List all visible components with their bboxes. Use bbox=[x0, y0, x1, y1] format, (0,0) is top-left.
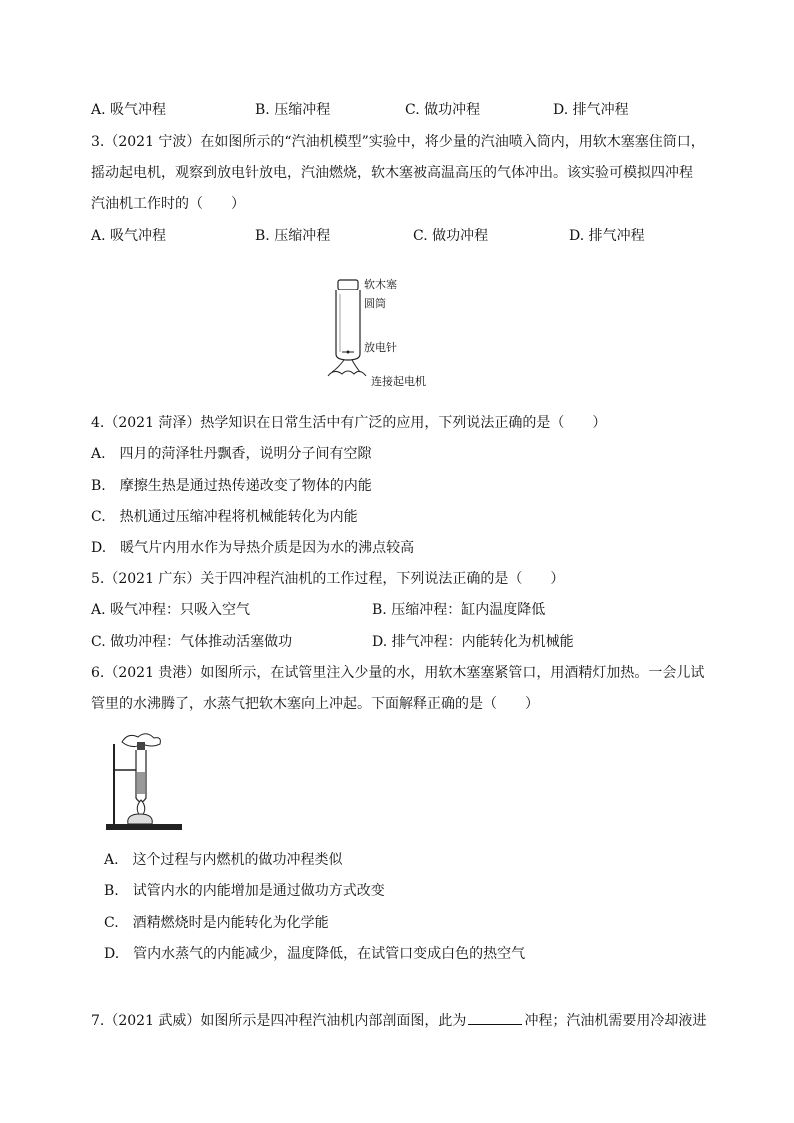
q6-option-a: A. 这个过程与内燃机的做功冲程类似 bbox=[104, 852, 343, 868]
test-tube-figure bbox=[104, 728, 186, 834]
q6-option-b: B. 试管内水的内能增加是通过做功方式改变 bbox=[104, 883, 385, 899]
q6-option-c: C. 酒精燃烧时是内能转化为化学能 bbox=[104, 915, 329, 931]
q3-option-a: A. 吸气冲程 bbox=[91, 228, 167, 244]
q5-option-a: A. 吸气冲程：只吸入空气 bbox=[91, 602, 251, 618]
q3-option-c: C. 做功冲程 bbox=[413, 228, 489, 244]
label-cork: 软木塞 bbox=[364, 278, 397, 291]
q4-option-d: D. 暖气片内用水作为导热介质是因为水的沸点较高 bbox=[91, 540, 415, 556]
label-generator: 连接起电机 bbox=[371, 375, 426, 388]
q2-option-c: C. 做功冲程 bbox=[405, 102, 481, 118]
q5-option-d: D. 排气冲程：内能转化为机械能 bbox=[372, 634, 574, 650]
q3-stem-line-1: 3.（2021 宁波）在如图所示的“汽油机模型”实验中，将少量的汽油喷入筒内，用软木塞塞住筒口， bbox=[91, 134, 705, 150]
q4-option-a: A. 四月的菏泽牡丹飘香，说明分子间有空隙 bbox=[91, 446, 372, 462]
q5-stem: 5.（2021 广东）关于四冲程汽油机的工作过程，下列说法正确的是（ ） bbox=[91, 571, 565, 587]
q6-option-d: D. 管内水蒸气的内能减少，温度降低，在试管口变成白色的热空气 bbox=[104, 946, 526, 962]
q3-option-b: B. 压缩冲程 bbox=[255, 228, 331, 244]
q6-stem-line-2: 管里的水沸腾了，水蒸气把软木塞向上冲起。下面解释正确的是（ ） bbox=[91, 696, 539, 712]
q7-stem-before: 7.（2021 武威）如图所示是四冲程汽油机内部剖面图，此为 bbox=[91, 1013, 467, 1029]
q5-option-b: B. 压缩冲程：缸内温度降低 bbox=[372, 602, 546, 618]
q6-stem-line-1: 6.（2021 贵港）如图所示，在试管里注入少量的水，用软木塞塞紧管口，用酒精灯加热。一会儿试 bbox=[91, 665, 705, 681]
q5-option-c: C. 做功冲程：气体推动活塞做功 bbox=[91, 634, 293, 650]
q2-option-a: A. 吸气冲程 bbox=[91, 102, 167, 118]
label-tube: 圆筒 bbox=[364, 297, 386, 310]
q4-option-c: C. 热机通过压缩冲程将机械能转化为内能 bbox=[91, 509, 358, 525]
q3-stem-line-3: 汽油机工作时的（ ） bbox=[91, 196, 245, 212]
q3-option-d: D. 排气冲程 bbox=[569, 228, 645, 244]
q7-answer-blank[interactable] bbox=[468, 1010, 522, 1025]
q2-option-d: D. 排气冲程 bbox=[553, 102, 629, 118]
q7-stem bbox=[91, 1010, 706, 1031]
label-needle: 放电针 bbox=[364, 341, 397, 354]
q4-stem: 4.（2021 菏泽）热学知识在日常生活中有广泛的应用，下列说法正确的是（ ） bbox=[91, 415, 607, 431]
q2-option-b: B. 压缩冲程 bbox=[255, 102, 331, 118]
q3-stem-line-2: 摇动起电机，观察到放电针放电，汽油燃烧，软木塞被高温高压的气体冲出。该实验可模拟四冲程 bbox=[91, 165, 693, 181]
q4-option-b: B. 摩擦生热是通过热传递改变了物体的内能 bbox=[91, 478, 372, 494]
q7-stem-after: 冲程；汽油机需要用冷却液进 bbox=[524, 1013, 707, 1029]
